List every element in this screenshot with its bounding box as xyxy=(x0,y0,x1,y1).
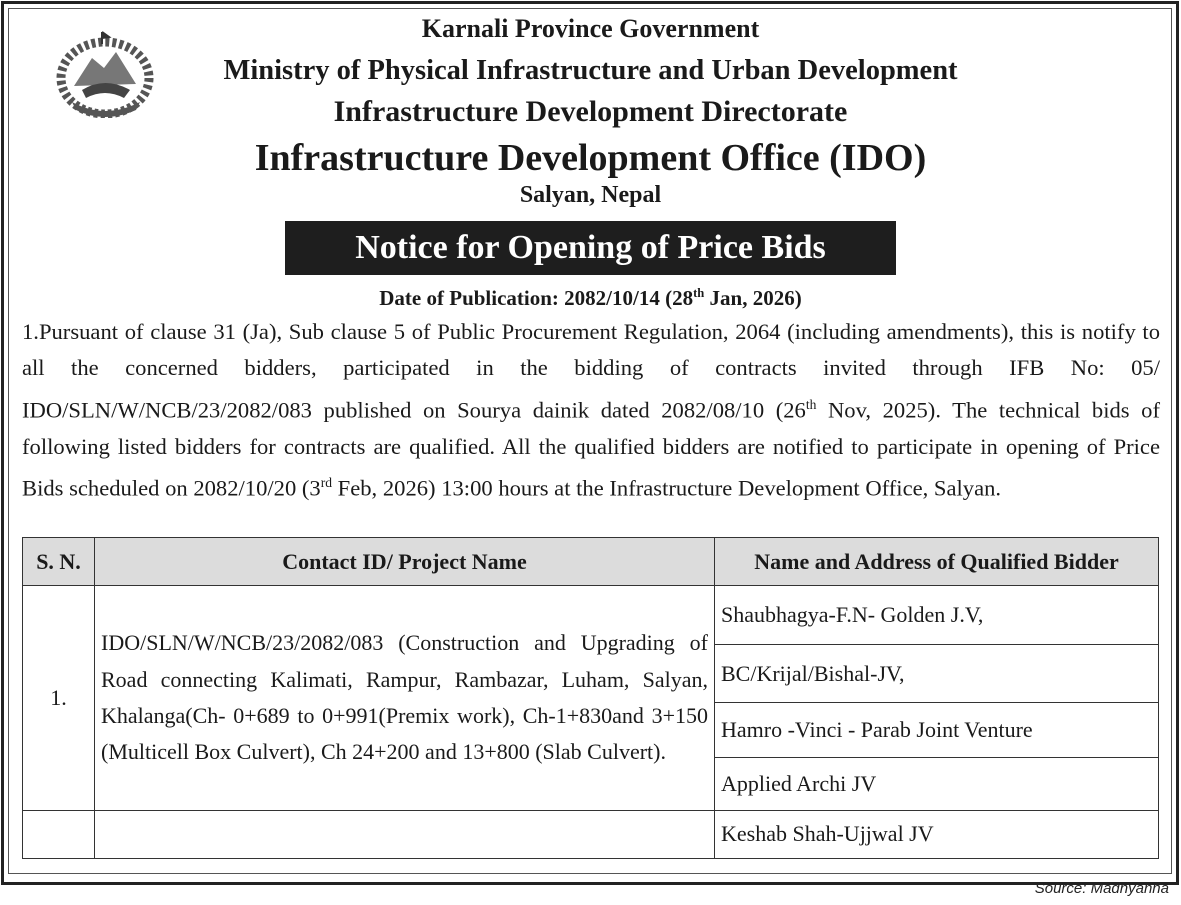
bidder-cell: Hamro -Vinci - Parab Joint Venture xyxy=(715,703,1159,757)
notice-paragraph: 1.Pursuant of clause 31 (Ja), Sub clause 5 of Public Procurement Regulation, 2064 (including amendments), this is notify to all the concerned bidders, participated in the bidding of contracts invited through IFB No: 05/ IDO/SLN/W/NCB/23/2082/083 published on Sourya dainik dated 2082/08/10 (26th Nov, 2025). The technical bids of following listed bidders for contracts are qualified. All the qualified bidders are notified to participate in opening of Price Bids scheduled on 2082/10/20 (3rd Feb, 2026) 13:00 hours at the Infrastructure Development Office, Salyan. xyxy=(22,319,1160,501)
office-name: Infrastructure Development Office (IDO) xyxy=(254,137,927,179)
empty-cell xyxy=(95,810,715,858)
bidder-cell: Keshab Shah-Ujjwal JV xyxy=(715,810,1159,858)
ministry-name: Ministry of Physical Infrastructure and Urban Development xyxy=(223,55,958,86)
table-row xyxy=(23,810,1159,858)
government-name: Karnali Province Government xyxy=(421,14,760,43)
qualified-bidders-table xyxy=(22,537,1159,859)
office-location: Salyan, Nepal xyxy=(519,182,662,208)
sn-cell: 1. xyxy=(23,586,95,811)
header-sn: S. N. xyxy=(23,538,95,586)
table-row xyxy=(23,586,1159,645)
table-header-row xyxy=(23,538,1159,586)
bidder-cell: Applied Archi JV xyxy=(715,757,1159,810)
bidder-cell: BC/Krijal/Bishal-JV, xyxy=(715,645,1159,703)
header-bidder: Name and Address of Qualified Bidder xyxy=(715,538,1159,586)
project-cell: IDO/SLN/W/NCB/23/2082/083 (Construction and Upgrading of Road connecting Kalimati, Rampur, Rambazar, Luham, Salyan, Khalanga(Ch- 0+689 to 0+991(Premix work), Ch-1+830and 3+150 (Multicell Box Culvert), Ch 24+200 and 13+800 (Slab Culvert). xyxy=(95,586,715,811)
source-caption: Source: Madhyanha xyxy=(1034,880,1169,897)
directorate-name: Infrastructure Development Directorate xyxy=(333,95,848,128)
publication-date: Date of Publication: 2082/10/14 (28th Jan, 2026) xyxy=(379,286,802,310)
header-project: Contact ID/ Project Name xyxy=(95,538,715,586)
empty-cell xyxy=(23,810,95,858)
bidder-cell: Shaubhagya-F.N- Golden J.V, xyxy=(715,586,1159,645)
notice-title: Notice for Opening of Price Bids xyxy=(285,221,896,275)
